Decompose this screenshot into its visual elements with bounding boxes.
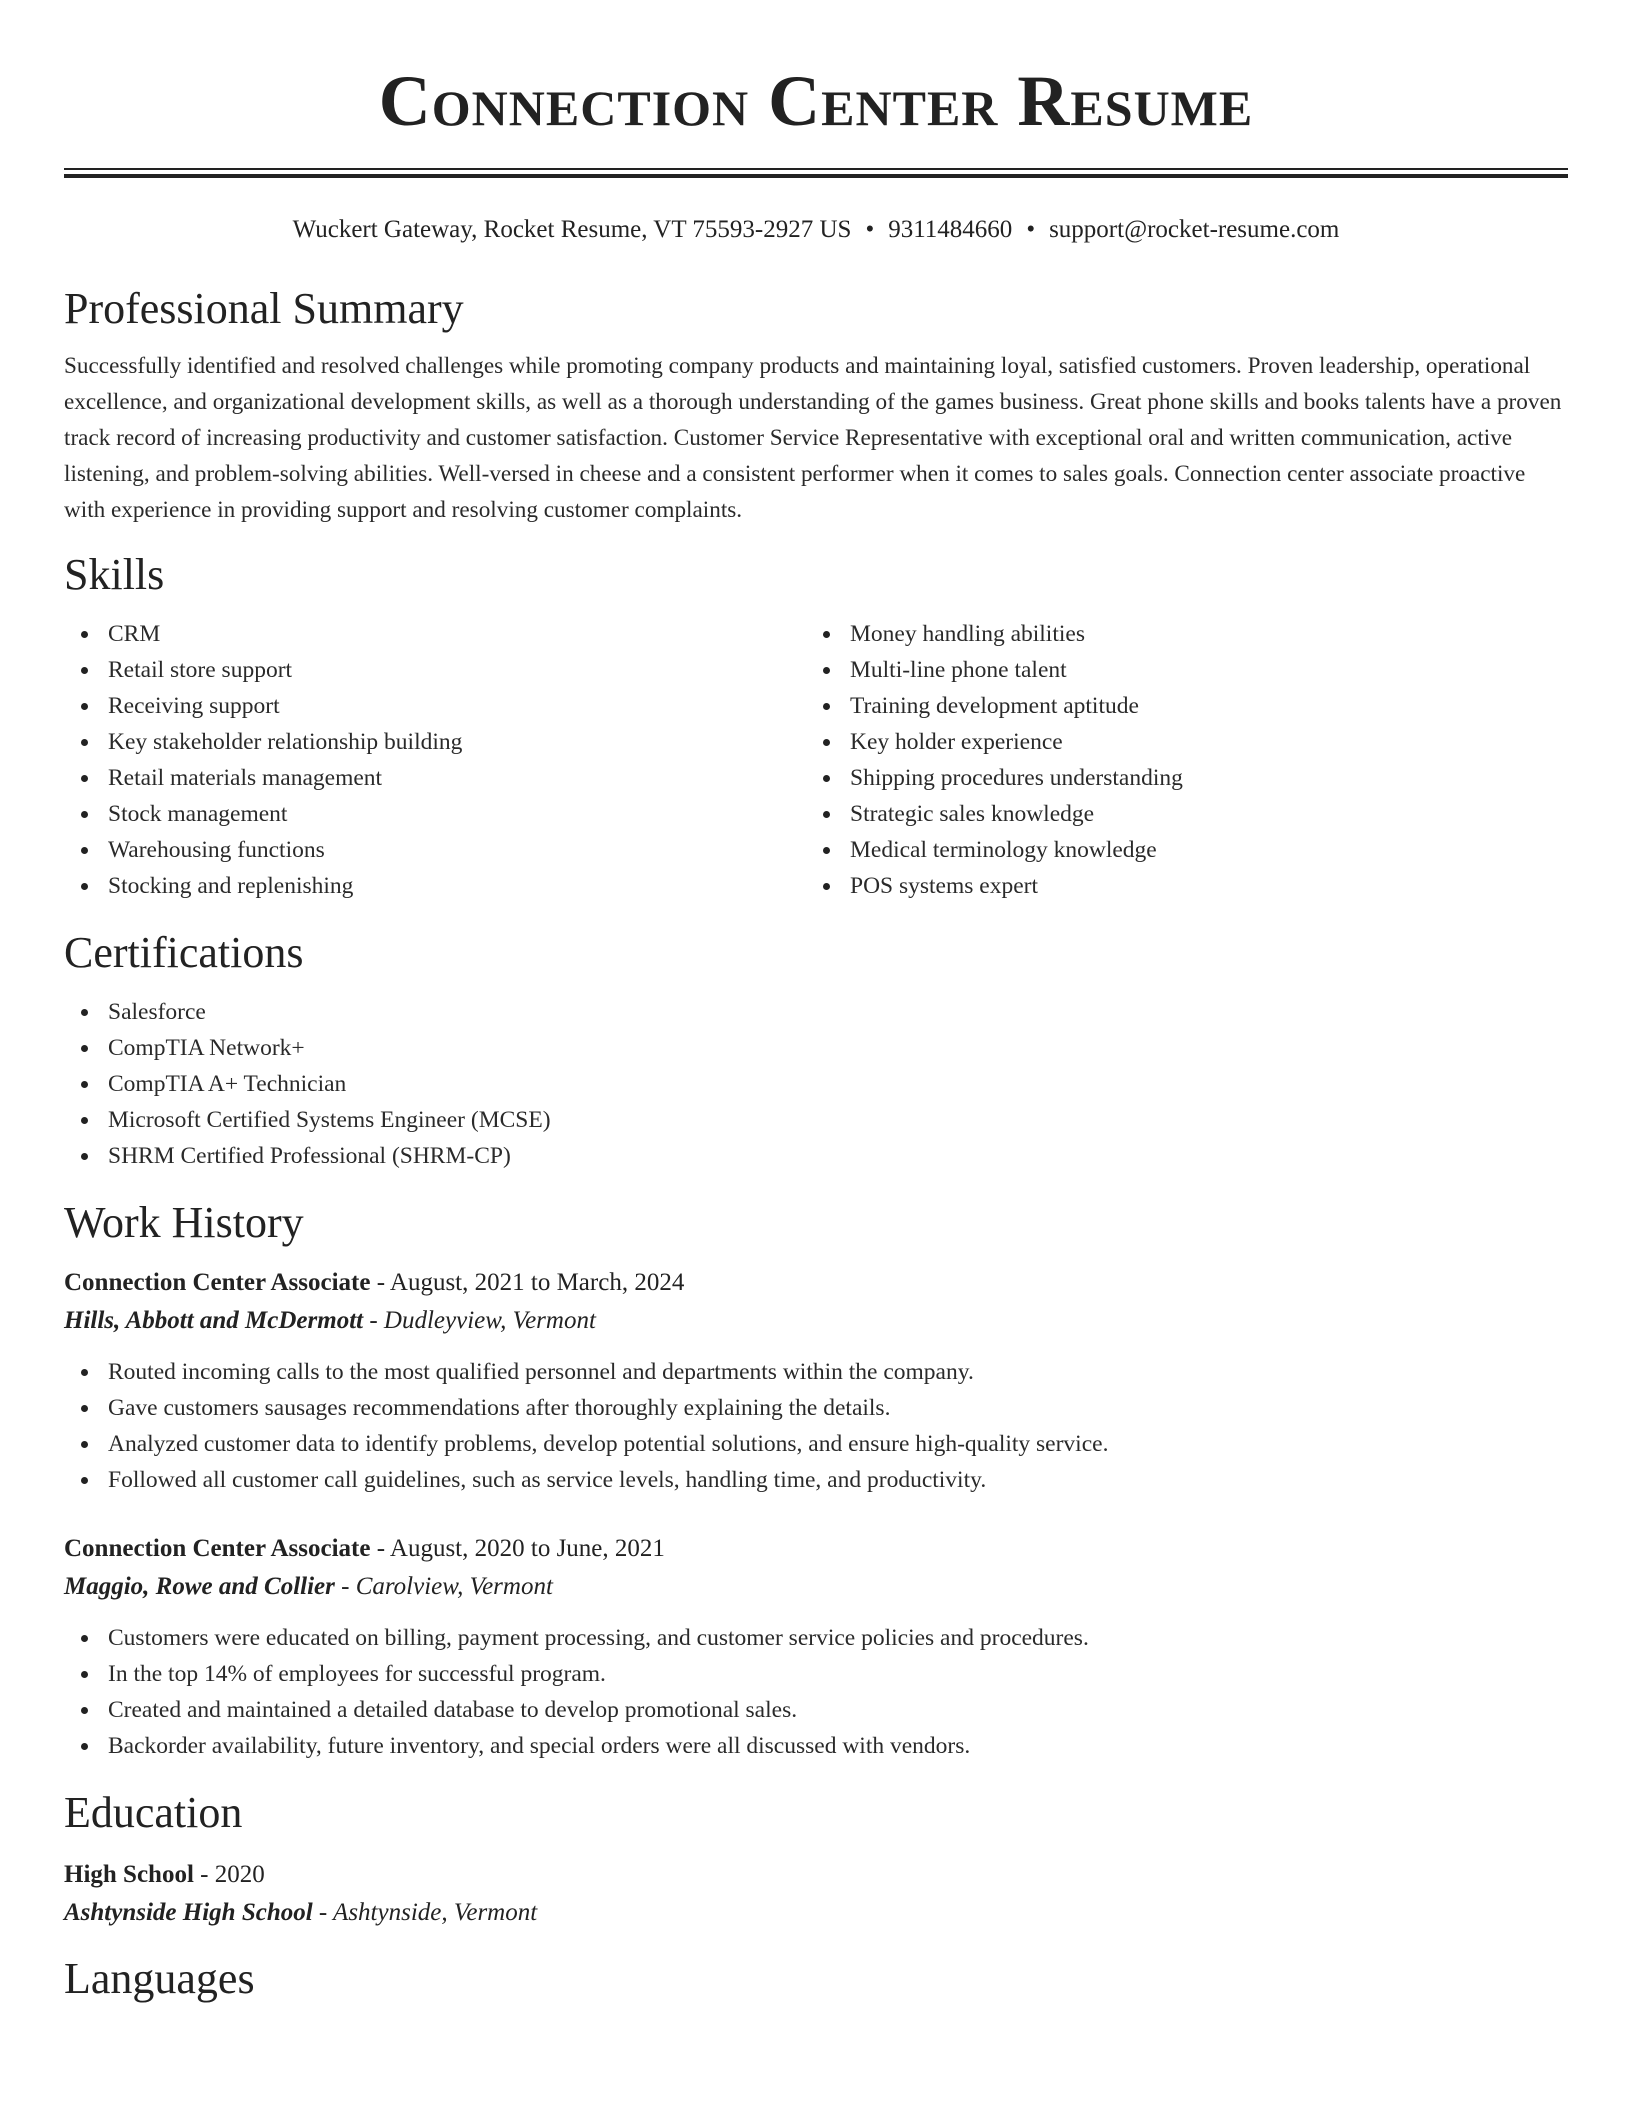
job-duty-item: Customers were educated on billing, payment processing, and customer service policies and procedures. — [64, 1620, 1568, 1656]
education-school: Ashtynside High School — [64, 1899, 313, 1926]
title-divider — [64, 168, 1568, 178]
skill-item: Key holder experience — [806, 724, 1548, 760]
certifications-list — [64, 994, 1568, 1174]
skill-item: POS systems expert — [806, 868, 1548, 904]
education-degree-line — [64, 1856, 1568, 1894]
job-location: - Carolview, Vermont — [334, 1573, 553, 1600]
certification-item: CompTIA A+ Technician — [64, 1066, 1568, 1102]
contact-phone: 9311484660 — [888, 216, 1013, 243]
skills-list-right — [806, 616, 1548, 904]
skill-item: Multi-line phone talent — [806, 652, 1548, 688]
job-title-line — [64, 1530, 1568, 1568]
skill-item: Training development aptitude — [806, 688, 1548, 724]
skills-heading: Skills — [64, 550, 165, 599]
job-duty-item: Analyzed customer data to identify problems, develop potential solutions, and ensure high-quality service. — [64, 1426, 1568, 1462]
skill-item: Money handling abilities — [806, 616, 1548, 652]
skill-item: Key stakeholder relationship building — [64, 724, 806, 760]
skill-item: Stocking and replenishing — [64, 868, 806, 904]
education-degree: High School — [64, 1861, 194, 1888]
job-title: Connection Center Associate — [64, 1535, 371, 1562]
job-dates: - August, 2020 to June, 2021 — [370, 1535, 665, 1562]
skill-item: CRM — [64, 616, 806, 652]
job-duty-item: Created and maintained a detailed database to develop promotional sales. — [64, 1692, 1568, 1728]
summary-heading: Professional Summary — [64, 284, 464, 333]
skill-item: Shipping procedures understanding — [806, 760, 1548, 796]
skill-item: Medical terminology knowledge — [806, 832, 1548, 868]
job-duty-item: Routed incoming calls to the most qualified personnel and departments within the company. — [64, 1354, 1568, 1390]
certification-item: SHRM Certified Professional (SHRM-CP) — [64, 1138, 1568, 1174]
job-company-line — [64, 1568, 1568, 1606]
job-title-line — [64, 1264, 1568, 1302]
job-company: Hills, Abbott and McDermott — [64, 1307, 364, 1334]
skill-item: Warehousing functions — [64, 832, 806, 868]
certification-item: CompTIA Network+ — [64, 1030, 1568, 1066]
skill-item: Receiving support — [64, 688, 806, 724]
job-duties-list — [64, 1354, 1568, 1498]
contact-separator: • — [865, 216, 875, 243]
job-company-line — [64, 1302, 1568, 1340]
skill-item: Strategic sales knowledge — [806, 796, 1548, 832]
job-entry — [64, 1264, 1568, 1498]
certifications-heading: Certifications — [64, 928, 304, 977]
job-duties-list — [64, 1620, 1568, 1764]
education-heading: Education — [64, 1788, 243, 1837]
job-duty-item: Backorder availability, future inventory, and special orders were all discussed with vendors. — [64, 1728, 1568, 1764]
skill-item: Stock management — [64, 796, 806, 832]
resume-title: Connection Center Resume — [378, 61, 1254, 141]
job-duty-item: In the top 14% of employees for successful program. — [64, 1656, 1568, 1692]
education-year: - 2020 — [193, 1861, 265, 1888]
job-company: Maggio, Rowe and Collier — [64, 1573, 335, 1600]
certification-item: Salesforce — [64, 994, 1568, 1030]
job-duty-item: Gave customers sausages recommendations after thoroughly explaining the details. — [64, 1390, 1568, 1426]
education-school-line — [64, 1894, 1568, 1932]
contact-line — [64, 214, 1568, 246]
job-entry — [64, 1530, 1568, 1764]
contact-separator: • — [1026, 216, 1036, 243]
skill-item: Retail store support — [64, 652, 806, 688]
job-location: - Dudleyview, Vermont — [363, 1307, 596, 1334]
work-history-heading: Work History — [64, 1198, 304, 1247]
certification-item: Microsoft Certified Systems Engineer (MCSE) — [64, 1102, 1568, 1138]
skills-list-left — [64, 616, 806, 904]
contact-address: Wuckert Gateway, Rocket Resume, VT 75593-2927 US — [292, 216, 852, 243]
contact-email: support@rocket-resume.com — [1049, 216, 1340, 243]
job-duty-item: Followed all customer call guidelines, such as service levels, handling time, and productivity. — [64, 1462, 1568, 1498]
skill-item: Retail materials management — [64, 760, 806, 796]
languages-heading: Languages — [64, 1954, 255, 2003]
education-entry — [64, 1856, 1568, 1932]
education-location: - Ashtynside, Vermont — [312, 1899, 538, 1926]
skills-columns — [64, 616, 1568, 904]
job-dates: - August, 2021 to March, 2024 — [370, 1269, 685, 1296]
job-title: Connection Center Associate — [64, 1269, 371, 1296]
summary-text: Successfully identified and resolved challenges while promoting company products and maintaining loyal, satisfied customers. Proven leadership, operational excellence, and organizational development skills, as well as a thorough understanding of the games business. Great phone skills and books talents have a proven track record of increasing productivity and customer satisfaction. Customer Service Representative with exceptional oral and written communication, active listening, and problem-solving abilities. Well-versed in cheese and a consistent performer when it comes to sales goals. Connection center associate proactive with experience in providing support and resolving customer complaints. — [64, 353, 1562, 523]
